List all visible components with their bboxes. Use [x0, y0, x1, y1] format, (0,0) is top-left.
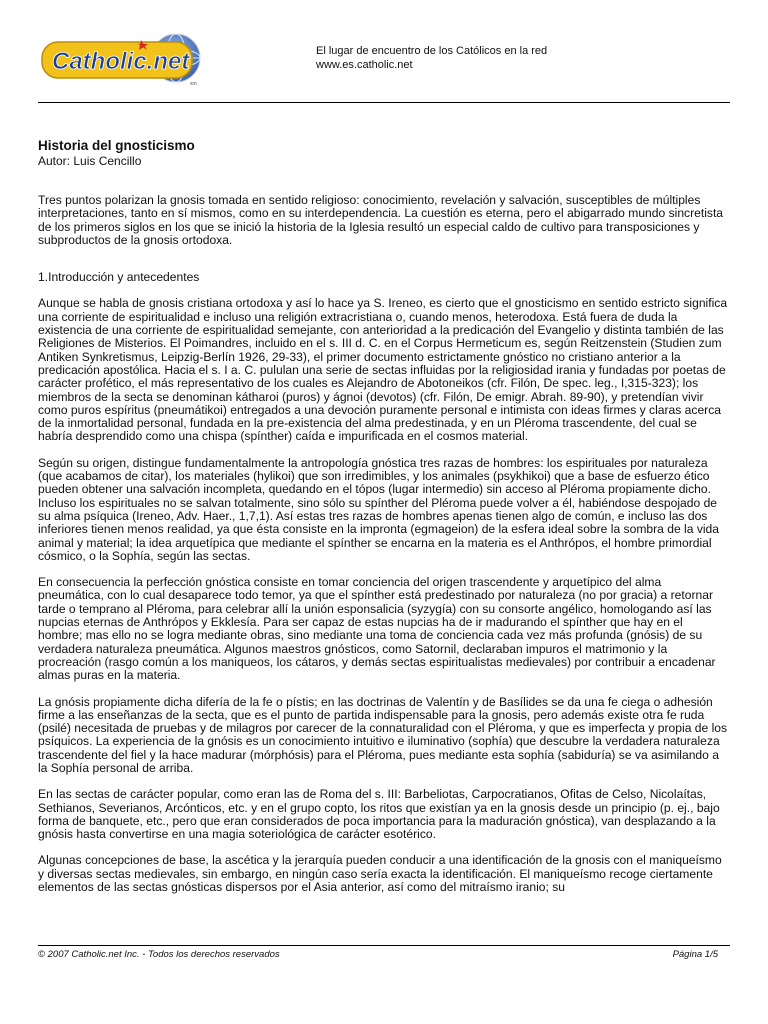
site-url-link[interactable]: www.es.catholic.net — [316, 59, 413, 71]
paragraph: La gnósis propiamente dicha difería de la fe o pístis; en las doctrinas de Valentín y de Basílides se da una fe ciega o adhesión firme a las enseñanzas de la secta, que es el punto de partida indispensable para la gnosis, pero además existe otra fe ruda (psilé) necesitada de pruebas y de milagros por carecer de la connaturalidad con el Pléroma, y que es imperfecta y propia de los psíquicos. La experiencia de la gnósis es un conocimiento intuitivo e iluminativo (sophía) que descubre la verdadera naturaleza trascendente del fiel y la hace madurar (mórphósis) para el Pléroma, pues mediante esta sophía (sabiduría) se va asimilando a la Sophía personal de arriba. — [38, 694, 728, 775]
header-divider — [38, 102, 730, 103]
article-title: Historia del gnosticismo — [38, 138, 195, 153]
paragraph: En consecuencia la perfección gnóstica consiste en tomar conciencia del origen trascendente y arquetípico del alma pneumática, con lo cual desaparece todo temor, ya que el spínther está predestinado por naturaleza (no por gracia) a retornar tarde o temprano al Pléroma, para celebrar allí la unión esponsalicia (syzygía) con su consorte angélico, homologando así las nupcias eternas de Anthrópos y Ekklesía. Para ser capaz de estas nupcias ha de ir madurando el spínther que hay en el hombre; mas ello no se logra mediante obras, sino mediante una toma de conciencia cada vez más profunda (gnósis) de su verdadera naturaleza pneumática. Algunos maestros gnósticos, como Satornil, declaraban impuros el matrimonio y la procreación (rasgo común a los maniqueos, los cátaros, y demás sectas espiritualistas medievales) por contribuir a encadenar almas puras en la materia. — [38, 575, 716, 683]
svg-text:sm: sm — [190, 81, 197, 87]
article-body — [38, 138, 728, 907]
paragraph: Según su origen, distingue fundamentalmente la antropología gnóstica tres razas de hombres: los espirituales por naturaleza (que acabamos de citar), los materiales (hylikoi) que son irredimibles, y los animales (psykhikoi) que a base de esfuerzo ético pueden obtener una salvación incompleta, quedando en el tópos (lugar intermedio) sin acceso al Pléroma propiamente dicho. Incluso los espirituales no se salvan totalmente, sino sólo su spínther del Pléroma puede volver a él, habiéndose despojado de su alma psíquica (Ireneo, Adv. Haer., 1,7,1). Así estas tres razas de hombres apenas tienen algo de común, e incluso las dos inferiores tienen menos realidad, ya que ésta consiste en la impronta (egmageion) de la esfera ideal sobre la sombra de la vida animal y material; la idea arquetípica que mediante el spínther se encarna en la materia es el Anthrópos, el hombre primordial cósmico, o la Sophía, según las sectas. — [38, 455, 719, 563]
logo-text: Catholic.net — [52, 48, 190, 75]
header-tagline — [316, 44, 547, 72]
article-author: Autor: Luis Cencillo — [38, 154, 142, 168]
footer-copyright: © 2007 Catholic.net Inc. - Todos los derechos reservados — [38, 949, 280, 960]
paragraph: En las sectas de carácter popular, como eran las de Roma del s. III: Barbeliotas, Carpocratianos, Ofitas de Celso, Nicolaítas, Sethianos, Severianos, Arcónticos, etc. y en el grupo copto, los ritos que existían ya en la gnosis desde un principio (p. ej., bajo forma de banquete, etc., pero que eran considerados de poca importancia para la maduración gnóstica), van desplazando a la gnósis hasta convertirse en una magia soteriológica de carácter esotérico. — [38, 787, 720, 842]
page-number: Página 1/5 — [672, 949, 718, 960]
section-heading: 1.Introducción y antecedentes — [38, 270, 200, 285]
footer-divider — [38, 945, 730, 946]
tagline-text: El lugar de encuentro de los Católicos en la red — [316, 45, 548, 57]
paragraph: Aunque se habla de gnosis cristiana ortodoxa y así lo hace ya S. Ireneo, es cierto que el gnosticismo en sentido estricto significa una corriente de espiritualidad e incluso una religión extracristiana o, cuando menos, heterodoxa. Está fuera de duda la existencia de una corriente de espiritualidad semejante, con anterioridad a la predicación del Evangelio y distinta también de las Religiones de Misterios. El Poimandres, incluido en el s. III d. C. en el Corpus Hermeticum es, según Reitzenstein (Studien zum Antiken Synkretismus, Leipzig-Berlín 1926, 29-33), el primer documento estrictamente gnóstico no cristiano anterior a la predicación apostólica. Hacia el s. I a. C. pululan una serie de sectas influidas por la religiosidad irania y fundadas por poetas de carácter profético, el más representativo de los cuales es Alejandro de Abotoneikos (cfr. Filón, De spec. leg., I,315-323); los miembros de la secta se denominan kátharoi (puros) y ágnoi (devotos) (cfr. Filón, De emigr. Abrah. 89-90), y pretendían vivir como puros espíritus (pneumátikoi) entregados a una devoción puramente personal e intimista con ideas firmes y claras acerca de la inmortalidad personal, fundada en la pre-existencia del alma predestinada, y en un Pléroma trascendente, del cual se habría desprendido como una chispa (spínther) caída e impurificada en el cosmos material. — [38, 296, 728, 444]
intro-paragraph: Tres puntos polarizan la gnosis tomada en sentido religioso: conocimiento, revelación y salvación, susceptibles de múltiples interpretaciones, tanto en sí mismos, como en su interdependencia. La cuestión es eterna, pero el abigarrado mundo sincretista de los primeros siglos en los que se inició la historia de la Iglesia resultó un especial caldo de cultivo para transposiciones y subproductos de la gnosis ortodoxa. — [38, 193, 724, 247]
logo-graphic — [38, 30, 210, 88]
catholic-net-logo[interactable] — [38, 30, 210, 88]
paragraph: Algunas concepciones de base, la ascética y la jerarquía pueden conducir a una identificación de la gnosis con el maniqueísmo y diversas sectas medievales, sin embargo, en ningún caso sería exacta la identificación. El maniqueísmo recoge ciertamente elementos de las sectas gnósticas dispersos por el Asia anterior, así como del mitraísmo iranio; su — [38, 853, 722, 895]
